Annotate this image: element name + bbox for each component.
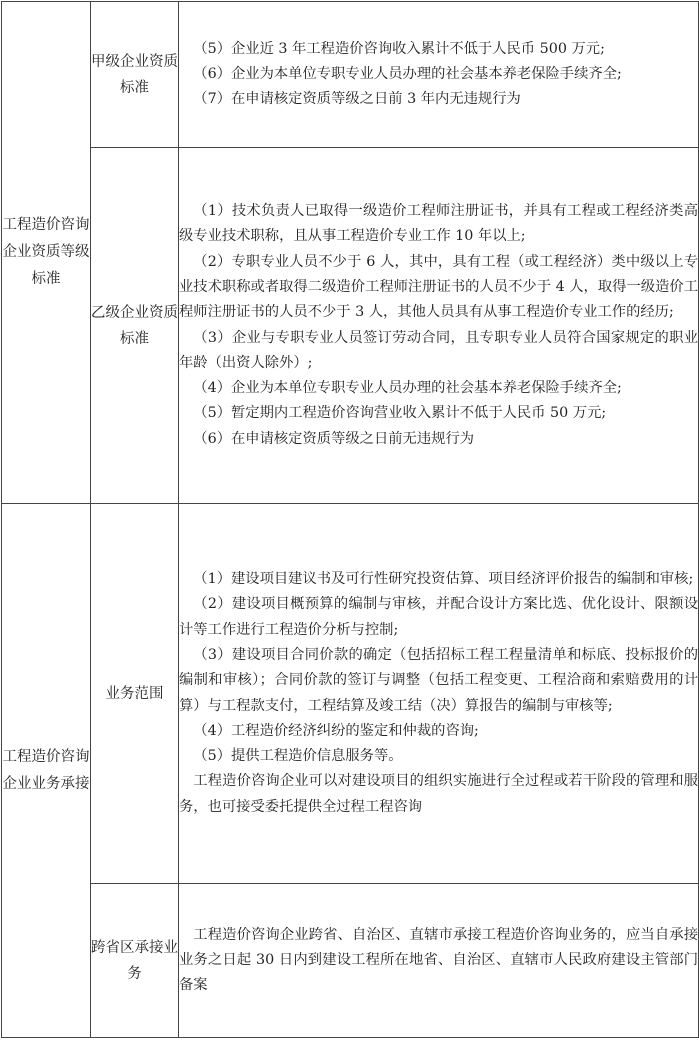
list-item: （3）企业与专职专业人员签订劳动合同，且专职专业人员符合国家规定的职业年龄（出资人除外）; (179, 329, 698, 371)
list-item: （2）建设项目概预算的编制与审核，并配合设计方案比选、优化设计、限额设计等工作进行工程造价分析与控制; (179, 596, 698, 638)
content-cell (179, 504, 699, 884)
content-cell (179, 2, 699, 148)
list-item: （1）技术负责人已取得一级造价工程师注册证书，并具有工程或工程经济类高级专业技术职称，且从事工程造价专业工作 10 年以上; (179, 203, 698, 245)
subcategory-label: 甲级企业资质标准 (91, 53, 178, 96)
category-label: 工程造价咨询企业业务承接 (2, 748, 90, 792)
table-row (2, 2, 699, 148)
list-item: （7）在申请核定资质等级之日前 3 年内无违规行为 (193, 91, 521, 108)
subcategory-cell (91, 148, 179, 504)
table-row (2, 504, 699, 884)
table-row (2, 148, 699, 504)
list-item: （6）企业为本单位专职专业人员办理的社会基本养老保险手续齐全; (193, 65, 622, 82)
category-cell (2, 504, 91, 1038)
subcategory-label: 乙级企业资质标准 (91, 304, 178, 347)
list-item: （6）在申请核定资质等级之日前无违规行为 (193, 430, 475, 447)
content-cell (179, 884, 699, 1038)
subcategory-label: 跨省区承接业务 (91, 939, 178, 982)
list-item: （5）暂定期内工程造价咨询营业收入累计不低于人民币 50 万元; (193, 405, 607, 422)
subcategory-cell (91, 504, 179, 884)
subcategory-cell (91, 884, 179, 1038)
list-item: （3）建设项目合同价款的确定（包括招标工程工程量清单和标底、投标报价的编制和审核）；合同价款的签订与调整（包括工程变更、工程洽商和索赔费用的计算）与工程款支付，工程结算及竣工结（决）算报告的编制与审核等; (179, 646, 698, 714)
qualification-table (1, 1, 699, 1038)
list-item: （5）提供工程造价信息服务等。 (193, 748, 403, 765)
subcategory-cell (91, 2, 179, 148)
category-label: 工程造价咨询企业资质等级标准 (2, 217, 90, 287)
list-item: （4）企业为本单位专职专业人员办理的社会基本养老保险手续齐全; (193, 380, 622, 397)
content-cell (179, 148, 699, 504)
list-item: （1）建设项目建议书及可行性研究投资估算、项目经济评价报告的编制和审核; (193, 571, 694, 588)
list-item: 工程造价咨询企业可以对建设项目的组织实施进行全过程或若干阶段的管理和服务，也可接受委托提供全过程工程咨询 (179, 773, 698, 815)
list-item: （2）专职专业人员不少于 6 人，其中，具有工程（或工程经济）类中级以上专业技术职称或者取得二级造价工程师注册证书的人员不少于 4 人，取得一级造价工程师注册证书的人员不少于 3 人，其他人员具有从事工程造价专业工作的经历; (179, 253, 698, 321)
table-row (2, 884, 699, 1038)
list-item: 工程造价咨询企业跨省、自治区、直辖市承接工程造价咨询业务的，应当自承接业务之日起 30 日内到建设工程所在地省、自治区、直辖市人民政府建设主管部门备案 (179, 926, 698, 994)
category-cell (2, 2, 91, 504)
subcategory-label: 业务范围 (105, 685, 164, 702)
list-item: （5）企业近 3 年工程造价咨询收入累计不低于人民币 500 万元; (193, 40, 605, 57)
list-item: （4）工程造价经济纠纷的鉴定和仲裁的咨询; (193, 722, 479, 739)
